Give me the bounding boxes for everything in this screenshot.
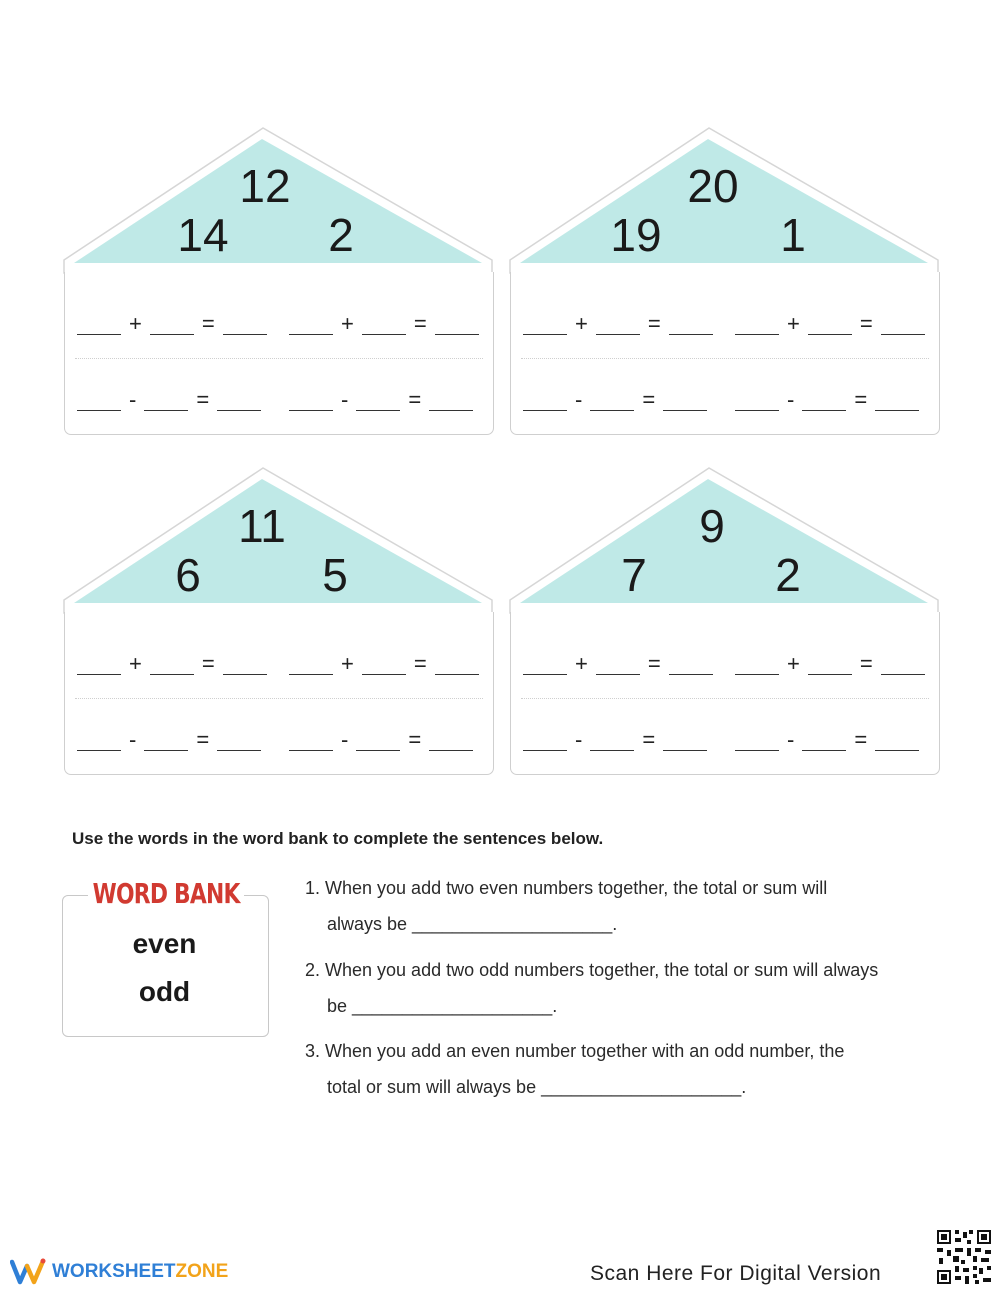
equals-sign: = xyxy=(854,387,868,412)
worksheet-zone-logo xyxy=(10,1258,228,1286)
word-bank-word: odd xyxy=(138,976,191,1007)
minus-sign: - xyxy=(129,387,137,412)
fact-family-house xyxy=(62,467,496,779)
answer-blank[interactable] xyxy=(881,652,925,675)
answer-blank[interactable] xyxy=(362,312,406,335)
dotted-divider xyxy=(75,698,483,699)
roof-number-top: 12 xyxy=(239,160,291,212)
answer-blank[interactable] xyxy=(881,312,925,335)
answer-blank[interactable] xyxy=(144,728,188,751)
addition-equation xyxy=(77,312,267,335)
plus-sign: + xyxy=(787,651,800,676)
plus-sign: + xyxy=(341,311,354,336)
word-bank-word: even xyxy=(132,928,197,959)
equation-box xyxy=(64,612,494,775)
sentence-line-answer[interactable]: be ____________________. xyxy=(327,996,558,1016)
answer-blank[interactable] xyxy=(669,312,713,335)
plus-sign: + xyxy=(575,651,588,676)
logo-text-worksheet: WORKSHEET xyxy=(52,1261,176,1282)
qr-code-icon[interactable] xyxy=(935,1228,993,1286)
dotted-divider xyxy=(521,698,929,699)
answer-blank[interactable] xyxy=(596,652,640,675)
fact-family-house xyxy=(62,127,496,439)
roof-number-left: 14 xyxy=(177,209,229,261)
sentence-line-answer[interactable]: total or sum will always be ____________________. xyxy=(327,1077,747,1097)
equals-sign: = xyxy=(642,727,656,752)
answer-blank[interactable] xyxy=(435,312,479,335)
answer-blank[interactable] xyxy=(150,312,194,335)
sentence-line: 3. When you add an even number together with an odd number, the xyxy=(305,1041,845,1061)
answer-blank[interactable] xyxy=(735,652,779,675)
minus-sign: - xyxy=(787,387,795,412)
subtraction-equation xyxy=(523,388,707,411)
addition-equation xyxy=(735,652,925,675)
subtraction-equation xyxy=(77,388,261,411)
minus-sign: - xyxy=(341,727,349,752)
answer-blank[interactable] xyxy=(223,652,267,675)
equation-box xyxy=(510,612,940,775)
answer-blank[interactable] xyxy=(523,312,567,335)
plus-sign: + xyxy=(129,651,142,676)
answer-blank[interactable] xyxy=(802,728,846,751)
plus-sign: + xyxy=(129,311,142,336)
answer-blank[interactable] xyxy=(523,728,567,751)
answer-blank[interactable] xyxy=(150,652,194,675)
logo-text-zone: ZONE xyxy=(175,1261,229,1282)
answer-blank[interactable] xyxy=(356,388,400,411)
addition-equation xyxy=(77,652,267,675)
equals-sign: = xyxy=(201,311,215,336)
subtraction-equation xyxy=(289,728,473,751)
answer-blank[interactable] xyxy=(77,312,121,335)
answer-blank[interactable] xyxy=(429,388,473,411)
plus-sign: + xyxy=(341,651,354,676)
answer-blank[interactable] xyxy=(808,312,852,335)
addition-equation xyxy=(289,652,479,675)
answer-blank[interactable] xyxy=(802,388,846,411)
answer-blank[interactable] xyxy=(289,388,333,411)
roof-number-left: 7 xyxy=(621,549,647,601)
answer-blank[interactable] xyxy=(77,388,121,411)
answer-blank[interactable] xyxy=(735,312,779,335)
equals-sign: = xyxy=(854,727,868,752)
answer-blank[interactable] xyxy=(523,652,567,675)
roof-number-left: 6 xyxy=(175,549,201,601)
answer-blank[interactable] xyxy=(289,728,333,751)
answer-blank[interactable] xyxy=(223,312,267,335)
word-bank-title: WORD BANK xyxy=(88,877,244,910)
answer-blank[interactable] xyxy=(875,728,919,751)
answer-blank[interactable] xyxy=(669,652,713,675)
minus-sign: - xyxy=(575,727,583,752)
instructions: Use the words in the word bank to complete the sentences below. xyxy=(72,829,604,848)
answer-blank[interactable] xyxy=(663,388,707,411)
answer-blank[interactable] xyxy=(590,388,634,411)
answer-blank[interactable] xyxy=(735,388,779,411)
sentence-line-answer[interactable]: always be ____________________. xyxy=(327,914,618,934)
equals-sign: = xyxy=(647,651,661,676)
answer-blank[interactable] xyxy=(356,728,400,751)
answer-blank[interactable] xyxy=(289,312,333,335)
answer-blank[interactable] xyxy=(590,728,634,751)
fact-family-house xyxy=(508,127,942,439)
answer-blank[interactable] xyxy=(435,652,479,675)
roof-number-top: 9 xyxy=(699,500,725,552)
scan-text: Scan Here For Digital Version xyxy=(590,1262,882,1285)
equation-box xyxy=(510,272,940,435)
answer-blank[interactable] xyxy=(596,312,640,335)
equals-sign: = xyxy=(196,727,210,752)
roof-number-top: 20 xyxy=(687,160,739,212)
answer-blank[interactable] xyxy=(875,388,919,411)
equals-sign: = xyxy=(859,651,873,676)
equals-sign: = xyxy=(642,387,656,412)
minus-sign: - xyxy=(575,387,583,412)
answer-blank[interactable] xyxy=(429,728,473,751)
answer-blank[interactable] xyxy=(217,388,261,411)
answer-blank[interactable] xyxy=(523,388,567,411)
subtraction-equation xyxy=(77,728,261,751)
subtraction-equation xyxy=(289,388,473,411)
addition-equation xyxy=(523,652,713,675)
subtraction-equation xyxy=(735,388,919,411)
dotted-divider xyxy=(521,358,929,359)
roof-number-top: 11 xyxy=(238,500,286,552)
subtraction-equation xyxy=(523,728,707,751)
minus-sign: - xyxy=(341,387,349,412)
word-bank-box xyxy=(62,895,269,1037)
answer-blank[interactable] xyxy=(217,728,261,751)
equals-sign: = xyxy=(196,387,210,412)
equation-box xyxy=(64,272,494,435)
equals-sign: = xyxy=(408,387,422,412)
addition-equation xyxy=(523,312,713,335)
equals-sign: = xyxy=(859,311,873,336)
sentence-line: 2. When you add two odd numbers together, the total or sum will always xyxy=(305,960,879,980)
subtraction-equation xyxy=(735,728,919,751)
roof-number-right: 2 xyxy=(775,549,801,601)
equals-sign: = xyxy=(413,311,427,336)
equals-sign: = xyxy=(647,311,661,336)
plus-sign: + xyxy=(787,311,800,336)
answer-blank[interactable] xyxy=(808,652,852,675)
minus-sign: - xyxy=(787,727,795,752)
equals-sign: = xyxy=(408,727,422,752)
answer-blank[interactable] xyxy=(663,728,707,751)
roof-graphic xyxy=(508,467,942,615)
roof-number-right: 1 xyxy=(780,209,806,261)
answer-blank[interactable] xyxy=(77,652,121,675)
sentence-line: 1. When you add two even numbers together, the total or sum will xyxy=(305,878,828,898)
dotted-divider xyxy=(75,358,483,359)
roof-number-right: 5 xyxy=(322,549,348,601)
logo-w-icon xyxy=(10,1258,46,1286)
fact-family-house xyxy=(508,467,942,779)
addition-equation xyxy=(289,312,479,335)
answer-blank[interactable] xyxy=(144,388,188,411)
plus-sign: + xyxy=(575,311,588,336)
addition-equation xyxy=(735,312,925,335)
minus-sign: - xyxy=(129,727,137,752)
answer-blank[interactable] xyxy=(735,728,779,751)
roof-number-right: 2 xyxy=(328,209,354,261)
answer-blank[interactable] xyxy=(362,652,406,675)
equals-sign: = xyxy=(201,651,215,676)
equals-sign: = xyxy=(413,651,427,676)
answer-blank[interactable] xyxy=(289,652,333,675)
roof-number-left: 19 xyxy=(610,209,662,261)
answer-blank[interactable] xyxy=(77,728,121,751)
